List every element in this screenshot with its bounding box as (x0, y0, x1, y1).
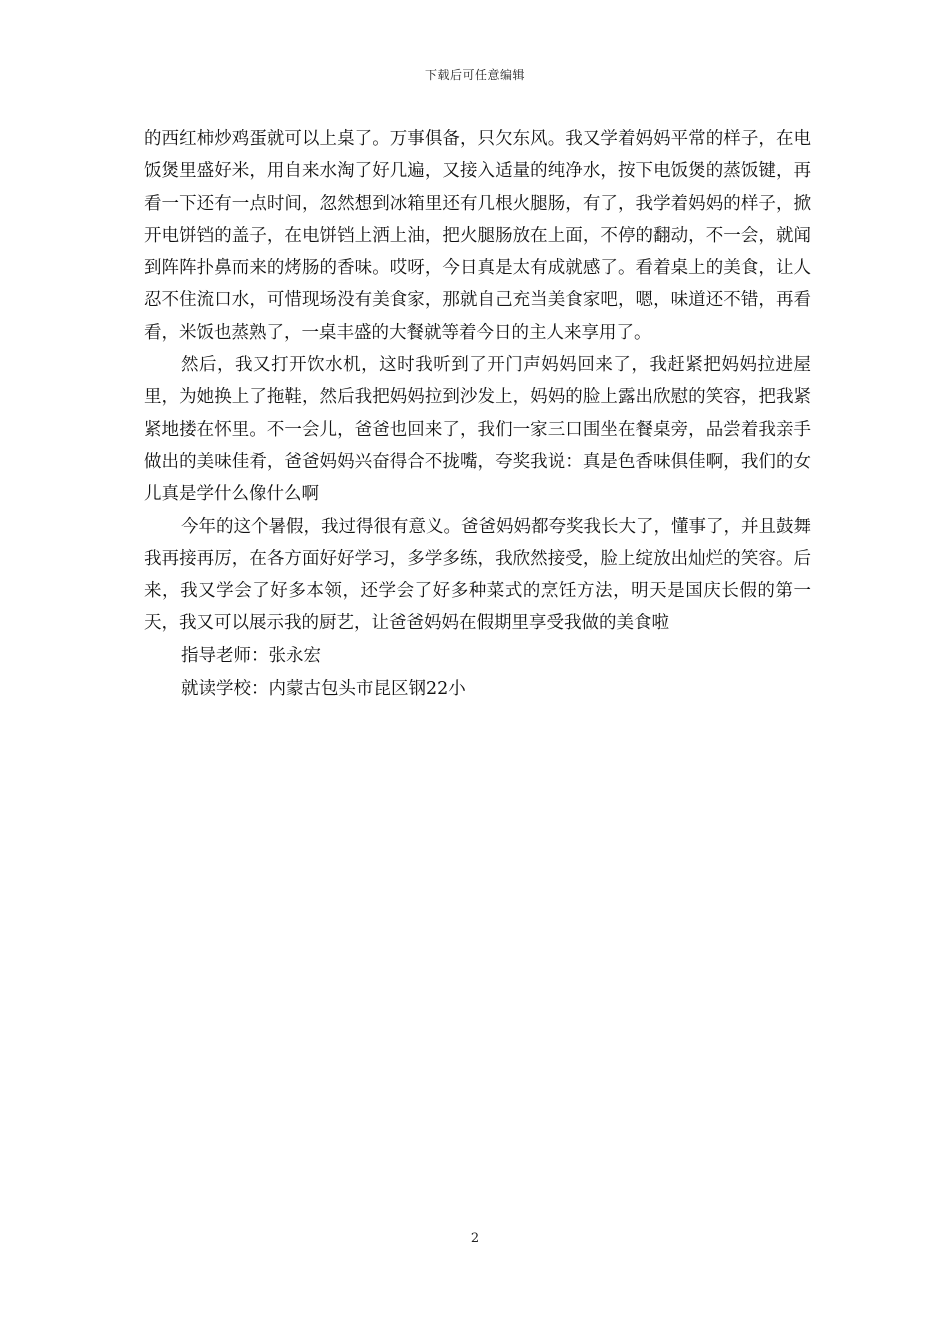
paragraph-1: 的西红柿炒鸡蛋就可以上桌了。万事俱备，只欠东风。我又学着妈妈平常的样子，在电饭煲里盛好米，用自来水淘了好几遍，又接入适量的纯净水，按下电饭煲的蒸饭键，再看一下还有一点时间，忽然想到冰箱里还有几根火腿肠，有了，我学着妈妈的样子，掀开电饼铛的盖子，在电饼铛上洒上油，把火腿肠放在上面，不停的翻动，不一会，就闻到阵阵扑鼻而来的烤肠的香味。哎呀，今日真是太有成就感了。看着桌上的美食，让人忍不住流口水，可惜现场没有美食家，那就自己充当美食家吧，嗯，味道还不错，再看看，米饭也蒸熟了，一桌丰盛的大餐就等着今日的主人来享用了。 (144, 129, 811, 343)
teacher-line: 指导老师：张永宏 (181, 645, 321, 666)
document-body (144, 123, 811, 706)
school-line: 就读学校：内蒙古包头市昆区钢22小 (181, 678, 466, 699)
paragraph-3: 今年的这个暑假，我过得很有意义。爸爸妈妈都夸奖我长大了，懂事了，并且鼓舞我再接再厉，在各方面好好学习，多学多练，我欣然接受，脸上绽放出灿烂的笑容。后来，我又学会了好多本领，还学会了好多种菜式的烹饪方法，明天是国庆长假的第一天，我又可以展示我的厨艺，让爸爸妈妈在假期里享受我做的美食啦 (144, 516, 811, 634)
paragraph-2: 然后，我又打开饮水机，这时我听到了开门声妈妈回来了，我赶紧把妈妈拉进屋里，为她换上了拖鞋，然后我把妈妈拉到沙发上，妈妈的脸上露出欣慰的笑容，把我紧紧地搂在怀里。不一会儿，爸爸也回来了，我们一家三口围坐在餐桌旁，品尝着我亲手做出的美味佳肴，爸爸妈妈兴奋得合不拢嘴，夸奖我说：真是色香味俱佳啊，我们的女儿真是学什么像什么啊 (144, 355, 811, 505)
page-number: 2 (470, 1231, 480, 1246)
page-header: 下载后可任意编辑 (424, 68, 525, 82)
